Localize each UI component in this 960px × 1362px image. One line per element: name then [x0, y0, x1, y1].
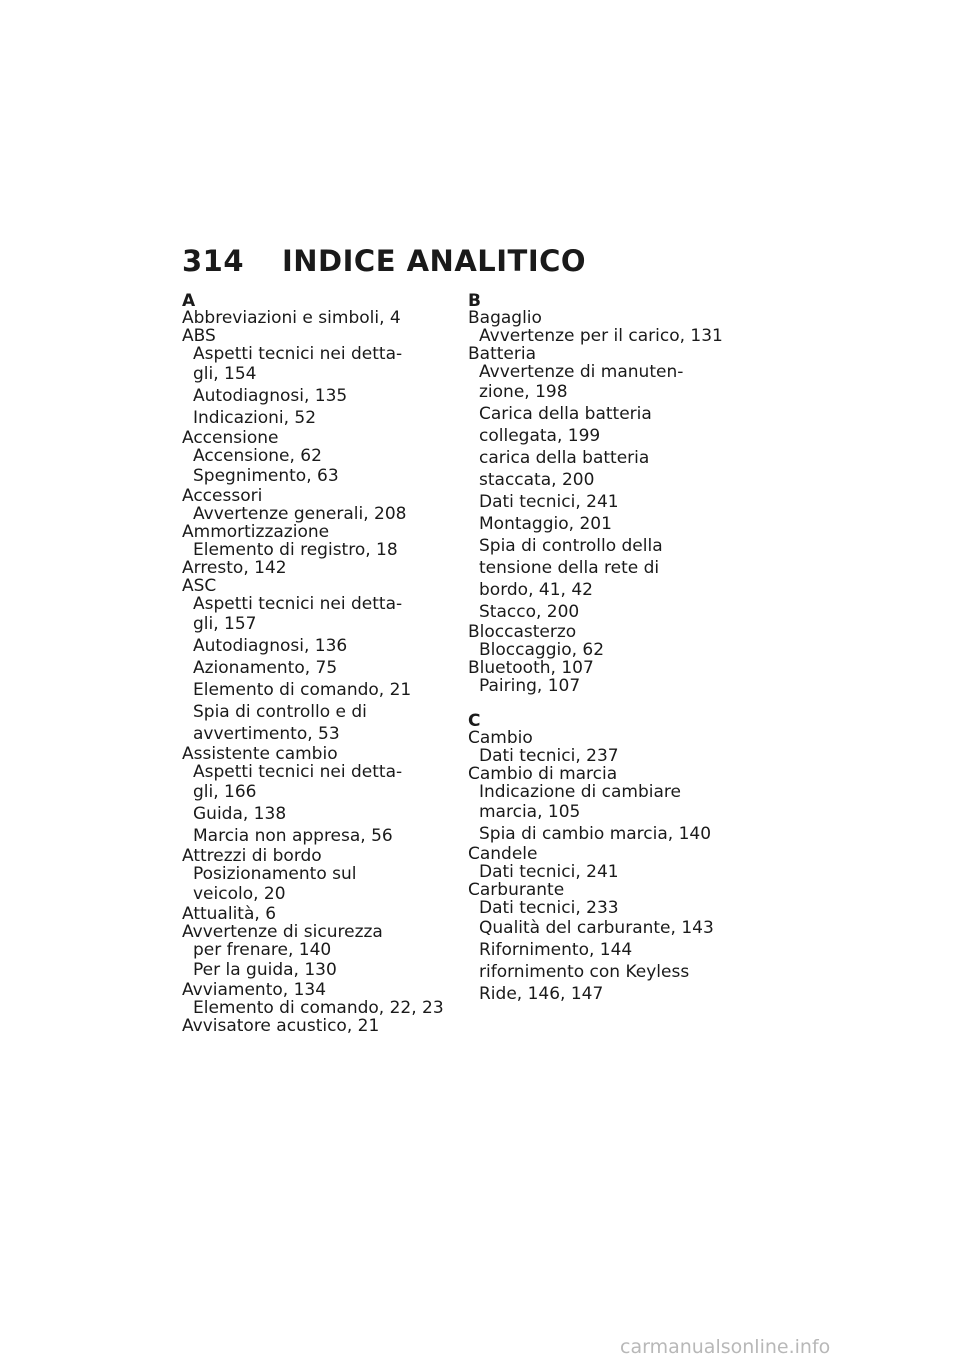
index-subentry: marcia, 105 [479, 802, 581, 822]
index-subentry: Aspetti tecnici nei detta- [193, 344, 403, 364]
index-subentry: Spegnimento, 63 [193, 466, 339, 486]
index-entry: Arresto, 142 [182, 558, 287, 578]
index-entry: Avvisatore acustico, 21 [182, 1016, 380, 1036]
index-subentry: Elemento di registro, 18 [193, 540, 398, 560]
index-entry: Attualità, 6 [182, 904, 277, 924]
index-subentry: bordo, 41, 42 [479, 580, 593, 600]
index-letter-heading: C [468, 711, 481, 731]
index-subentry: staccata, 200 [479, 470, 595, 490]
index-subentry: Aspetti tecnici nei detta- [193, 762, 403, 782]
index-subentry: Dati tecnici, 233 [479, 898, 619, 918]
index-subentry: Elemento di comando, 22, 23 [193, 998, 444, 1018]
index-entry: Avviamento, 134 [182, 980, 327, 1000]
index-subentry: Indicazione di cambiare [479, 782, 681, 802]
index-subentry: tensione della rete di [479, 558, 660, 578]
index-subentry: zione, 198 [479, 382, 568, 402]
index-subentry: Carica della batteria [479, 404, 652, 424]
index-entry: Assistente cambio [182, 744, 338, 764]
index-subentry: Dati tecnici, 241 [479, 862, 619, 882]
index-entry: Bagaglio [468, 308, 542, 328]
page-title: INDICE ANALITICO [282, 244, 587, 278]
index-entry: Bloccasterzo [468, 622, 577, 642]
index-entry: ASC [182, 576, 217, 596]
index-subentry: Ride, 146, 147 [479, 984, 604, 1004]
index-subentry: Avvertenze generali, 208 [193, 504, 407, 524]
index-subentry: Aspetti tecnici nei detta- [193, 594, 403, 614]
index-subentry: Autodiagnosi, 135 [193, 386, 348, 406]
index-subentry: Avvertenze di manuten- [479, 362, 684, 382]
index-entry: Accessori [182, 486, 263, 506]
index-entry: Cambio di marcia [468, 764, 618, 784]
index-entry: Accensione [182, 428, 279, 448]
index-subentry: Spia di cambio marcia, 140 [479, 824, 712, 844]
index-subentry: Autodiagnosi, 136 [193, 636, 348, 656]
index-entry: Abbreviazioni e simboli, 4 [182, 308, 401, 328]
index-subentry: Montaggio, 201 [479, 514, 612, 534]
index-subentry: Spia di controllo e di [193, 702, 367, 722]
index-subentry: Marcia non appresa, 56 [193, 826, 393, 846]
index-subentry: per frenare, 140 [193, 940, 332, 960]
index-subentry: gli, 154 [193, 364, 257, 384]
index-subentry: Elemento di comando, 21 [193, 680, 412, 700]
index-column-left [182, 293, 462, 1035]
index-letter-heading: B [468, 291, 481, 311]
index-subentry: avvertimento, 53 [193, 724, 340, 744]
index-subentry: carica della batteria [479, 448, 650, 468]
index-entry: Bluetooth, 107 [468, 658, 594, 678]
index-subentry: Dati tecnici, 241 [479, 492, 619, 512]
index-entry: Carburante [468, 880, 565, 900]
index-subentry: Rifornimento, 144 [479, 940, 633, 960]
index-subentry: gli, 157 [193, 614, 257, 634]
index-entry: ABS [182, 326, 216, 346]
index-subentry: Spia di controllo della [479, 536, 663, 556]
index-entry: Attrezzi di bordo [182, 846, 322, 866]
index-entry: Batteria [468, 344, 536, 364]
index-entry: Avvertenze di sicurezza [182, 922, 383, 942]
index-entry: Ammortizzazione [182, 522, 330, 542]
index-subentry: Pairing, 107 [479, 676, 581, 696]
index-subentry: Indicazioni, 52 [193, 408, 317, 428]
index-subentry: Accensione, 62 [193, 446, 322, 466]
index-subentry: gli, 166 [193, 782, 257, 802]
page-header [182, 244, 586, 278]
index-column-right [468, 293, 748, 1005]
index-entry: Cambio [468, 728, 533, 748]
index-letter-heading: A [182, 291, 196, 311]
index-subentry: Posizionamento sul [193, 864, 357, 884]
index-subentry: Guida, 138 [193, 804, 287, 824]
watermark: carmanualsonline.info [620, 1336, 831, 1358]
index-subentry: Qualità del carburante, 143 [479, 918, 714, 938]
index-subentry: Stacco, 200 [479, 602, 580, 622]
page-number: 314 [182, 244, 245, 278]
index-subentry: Bloccaggio, 62 [479, 640, 605, 660]
index-subentry: Avvertenze per il carico, 131 [479, 326, 723, 346]
index-subentry: veicolo, 20 [193, 884, 286, 904]
index-subentry: Per la guida, 130 [193, 960, 337, 980]
index-subentry: collegata, 199 [479, 426, 601, 446]
index-subentry: rifornimento con Keyless [479, 962, 690, 982]
index-subentry: Azionamento, 75 [193, 658, 338, 678]
index-entry: Candele [468, 844, 538, 864]
index-subentry: Dati tecnici, 237 [479, 746, 619, 766]
